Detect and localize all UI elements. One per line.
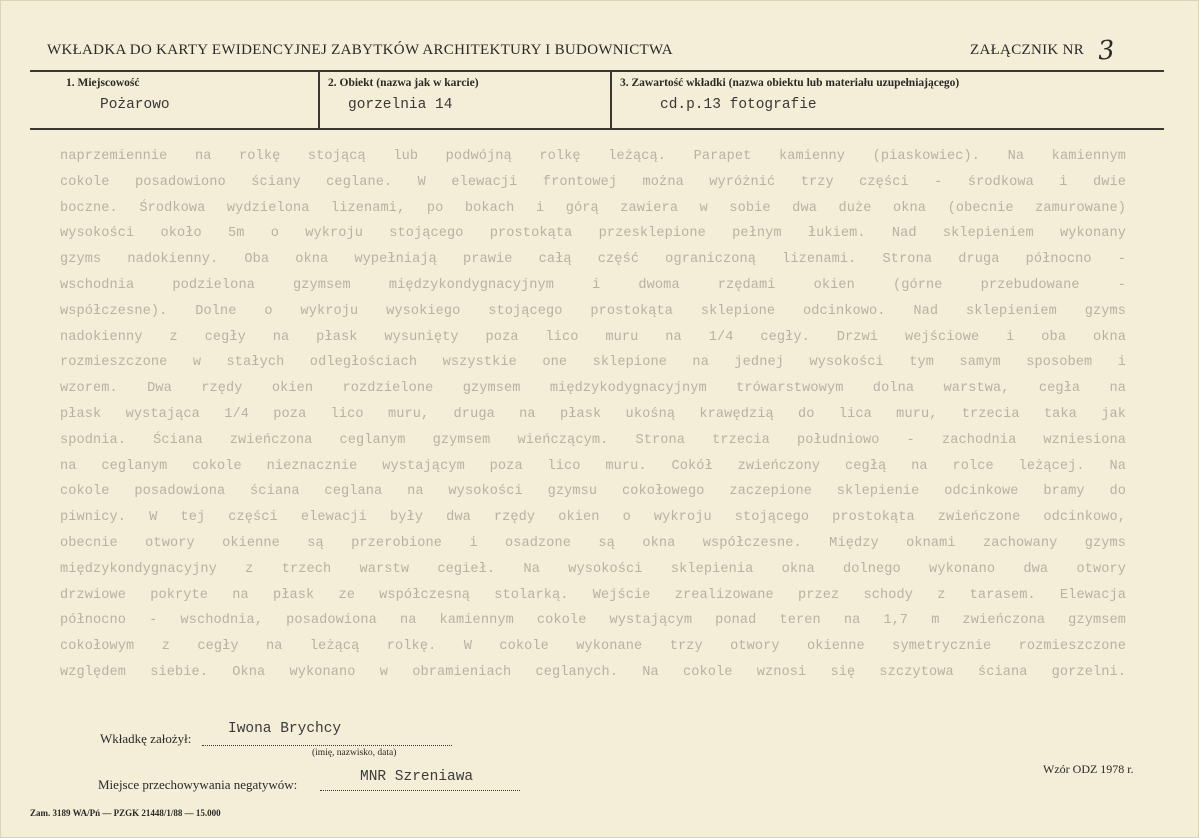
print-order-footer: Zam. 3189 WA/Pń — PZGK 21448/1/88 — 15.000 (30, 808, 221, 818)
header-rule (30, 70, 1164, 72)
description-line: wysokości około 5m o wykroju stojącego prostokąta przesklepione pełnym łukiem. Nad sklepieniem wykonany (60, 226, 1126, 242)
locality-label: 1. Miejscowość (66, 77, 140, 89)
fields-rule (30, 128, 1164, 130)
description-line: międzykondygnacyjny z trzech warstw cegieł. Na wysokości sklepienia okna dolnego wykonano dwa otwory (60, 561, 1126, 577)
description-line: nadokienny z cegły na płask wysunięty poza lico muru na 1/4 cegły. Drzwi wejściowe i oba okna (60, 329, 1126, 345)
description-line: spodnia. Ściana zwieńczona ceglanym gzymsem wieńczącym. Strona trzecia południowo - zachodnia wzniesiona (60, 432, 1126, 448)
description-line: boczne. Środkowa wydzielona lizenami, po bokach i górą zawiera w sobie dwa duże okna (obecnie zamurowane) (60, 200, 1126, 216)
description-line: cokole posadowiono ściany ceglane. W elewacji frontowej można wyróżnić trzy części - środkowa i dwie (60, 174, 1126, 190)
object-label: 2. Obiekt (nazwa jak w karcie) (328, 77, 479, 89)
negatives-line (320, 790, 520, 791)
object-value: gorzelnia 14 (348, 97, 453, 113)
form-code: Wzór ODZ 1978 r. (1043, 762, 1134, 776)
description-line: wschodnia podzielona gzymsem międzykondygnacyjnym i dwoma rzędami okien (górne przebudowane - (60, 277, 1126, 293)
description-line: gzyms nadokienny. Oba okna wypełniają prawie całą część ograniczoną lizenami. Strona druga północno - (60, 252, 1126, 268)
field-divider-1 (318, 72, 320, 128)
negatives-value: MNR Szreniawa (360, 769, 474, 785)
field-divider-2 (610, 72, 612, 128)
description-line: cokole posadowiona ściana ceglana na wysokości gzymsu cokołowego zaczepione sklepienie odcinkowe bramy do (60, 484, 1126, 500)
description-line: piwnicy. W tej części elewacji były dwa rzędy okien o wykroju stojącego prostokąta zwieńczone odcinkowo, (60, 510, 1126, 526)
negatives-label: Miejsce przechowywania negatywów: (98, 777, 298, 792)
description-line: obecnie otwory okienne są przerobione i osadzone są okna współczesne. Między oknami zachowany gzyms (60, 535, 1126, 551)
annex-label: ZAŁĄCZNIK NR (970, 42, 1085, 58)
founder-caption: (imię, nazwisko, data) (312, 748, 397, 758)
description-line: na ceglanym cokole nieznacznie wystającym poza lico muru. Cokół zwieńczony cegłą na rolce leżącej. Na (60, 458, 1126, 474)
description-line: rozmieszczone w stałych odległościach wszystkie one sklepione na jednej wysokości tym samym sposobem i (60, 355, 1126, 371)
description-line: współczesne). Dolne o wykroju wysokiego stojącego prostokąta sklepione odcinkowo. Nad sklepieniem gzyms (60, 303, 1126, 319)
description-line: płask wystająca 1/4 poza lico muru, druga na płask ukośną krawędzią do lica muru, trzecia taka jak (60, 406, 1126, 422)
contents-value: cd.p.13 fotografie (660, 97, 817, 113)
description-line: cokołowym z cegły na leżącą rolkę. W cokole wykonane trzy otwory okienne symetrycznie rozmieszczone (60, 639, 1126, 655)
contents-label: 3. Zawartość wkładki (nazwa obiektu lub materiału uzupełniającego) (620, 77, 960, 89)
founder-line (202, 745, 452, 746)
description-line: wzorem. Dwa rzędy okien rozdzielone gzymsem międzykodygnacyjnym trówarstwowym dolna warstwa, cegła na (60, 381, 1126, 397)
locality-value: Pożarowo (100, 97, 170, 113)
description-line: względem siebie. Okna wykonano w obramieniach ceglanych. Na cokole wznosi się szczytowa ściana gorzelni. (60, 664, 1126, 680)
description-line: drzwiowe pokryte na płask ze współczesną stolarką. Wejście zrealizowane przez schody z tarasem. Elewacja (60, 587, 1126, 603)
founder-label: Wkładkę założył: (100, 731, 192, 746)
annex-number: 3 (1096, 35, 1116, 67)
description-line: naprzemiennie na rolkę stojącą lub podwójną rolkę leżącą. Parapet kamienny (piaskowiec). Na kamiennym (60, 149, 1126, 164)
description-text (60, 144, 1126, 686)
founder-value: Iwona Brychcy (228, 721, 342, 737)
description-line: północno - wschodnia, posadowiona na kamiennym cokole wystającym ponad teren na 1,7 m zwieńczona gzymsem (60, 613, 1126, 629)
form-title: WKŁADKA DO KARTY EWIDENCYJNEJ ZABYTKÓW ARCHITEKTURY I BUDOWNICTWA (47, 42, 673, 58)
